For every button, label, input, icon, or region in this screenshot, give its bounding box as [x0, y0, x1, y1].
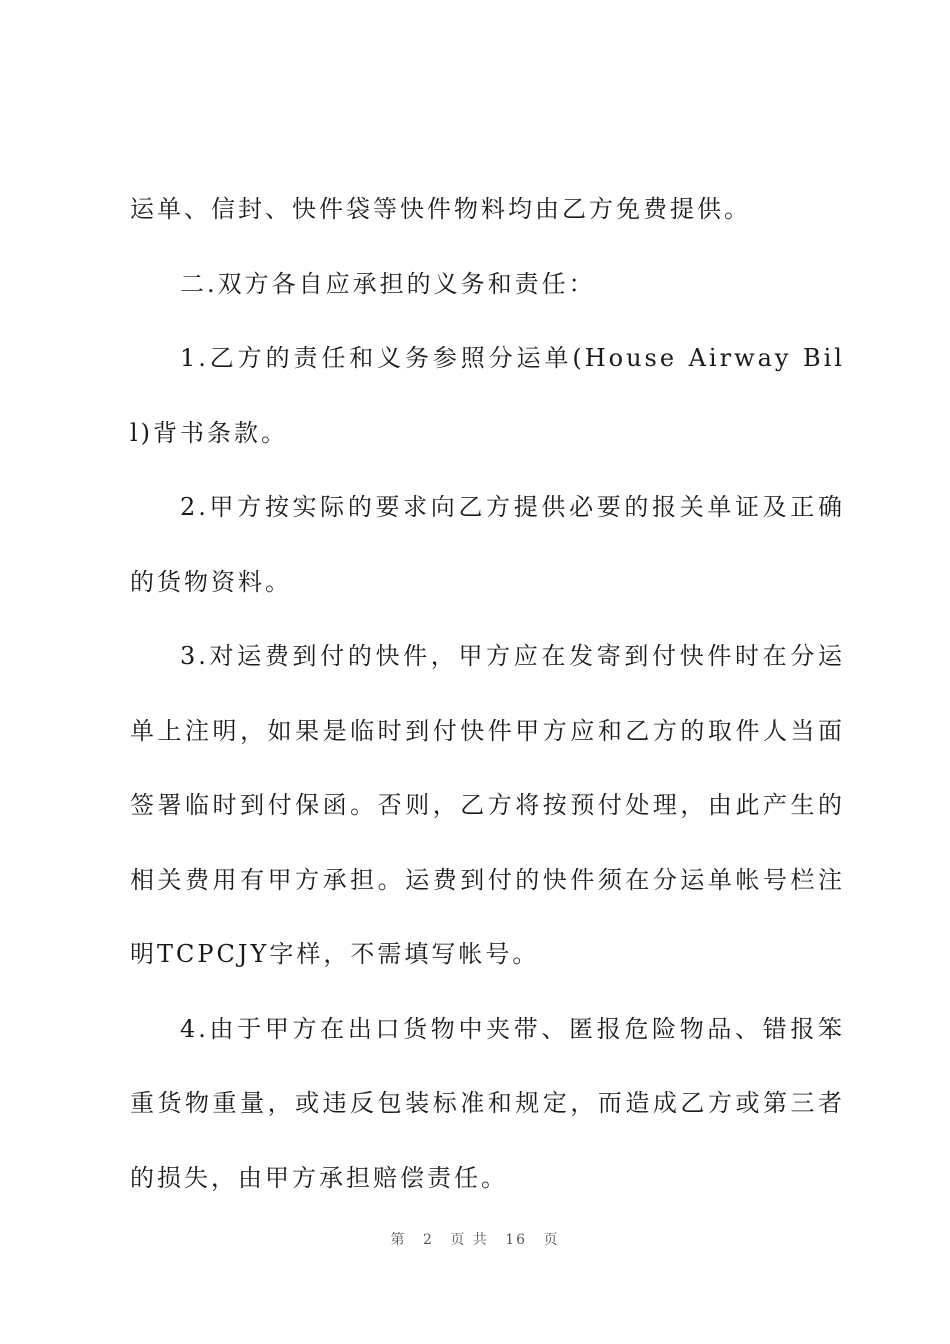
- section-heading-obligations: 二.双方各自应承担的义务和责任：: [180, 269, 596, 298]
- footer-prefix: 第: [390, 1232, 407, 1248]
- page-footer: [0, 1229, 950, 1249]
- footer-current-page: 2: [422, 1232, 434, 1248]
- clause-1: 1.乙方的责任和义务参照分运单(House Airway Bill)背书条款。: [130, 344, 845, 447]
- document-body: [130, 172, 845, 1215]
- footer-total-pages: 16: [505, 1232, 528, 1248]
- clause-4: 4.由于甲方在出口货物中夹带、匿报危险物品、错报笨重货物重量，或违反包装标准和规定，而造成乙方或第三者的损失，由甲方承担赔偿责任。: [130, 1014, 845, 1192]
- footer-suffix: 页: [543, 1232, 560, 1248]
- footer-middle: 页 共: [450, 1232, 489, 1248]
- clause-2: 2.甲方按实际的要求向乙方提供必要的报关单证及正确的货物资料。: [130, 493, 845, 596]
- paragraph-materials: 运单、信封、快件袋等快件物料均由乙方免费提供。: [130, 195, 751, 223]
- clause-3: 3.对运费到付的快件，甲方应在发寄到付快件时在分运单上注明，如果是临时到付快件甲方应和乙方的取件人当面签署临时到付保函。否则，乙方将按预付处理，由此产生的相关费用有甲方承担。运费到付的快件须在分运单帐号栏注明TCPCJY字样，不需填写帐号。: [130, 642, 845, 968]
